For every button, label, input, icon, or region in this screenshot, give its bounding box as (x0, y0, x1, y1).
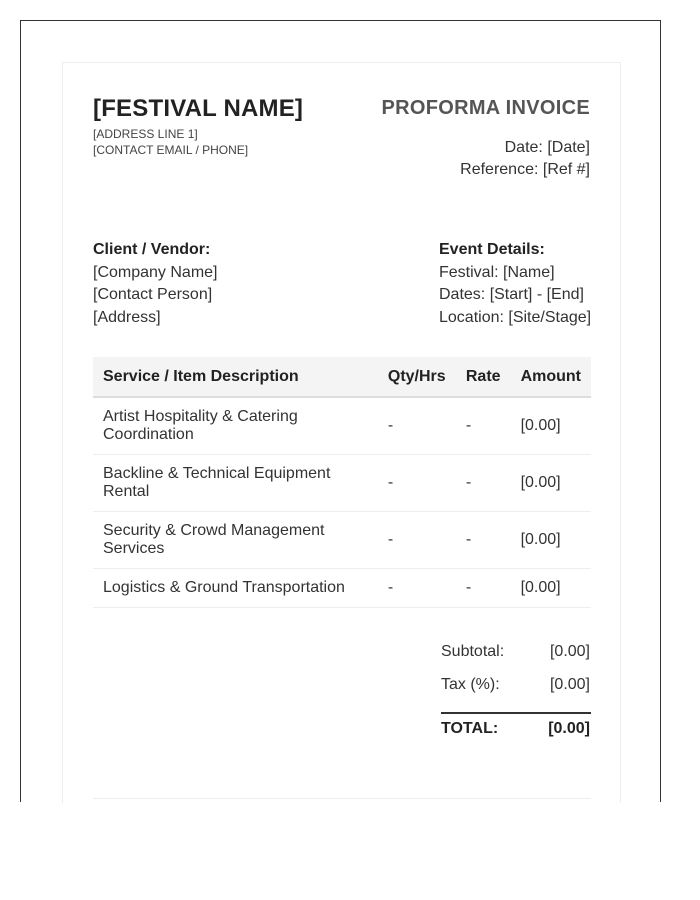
tax-label: Tax (%): (441, 676, 500, 693)
row-amount: [0.00] (511, 455, 591, 512)
client-company: [Company Name] (93, 263, 218, 281)
row-description (93, 569, 378, 608)
event-dates: Dates: [Start] - [End] (439, 286, 584, 303)
invoice-reference: Reference: [Ref #] (460, 161, 590, 178)
row-description (93, 512, 378, 569)
company-name: [FESTIVAL NAME] (93, 95, 304, 122)
column-header-amount: Amount (511, 357, 591, 397)
row-amount: [0.00] (511, 397, 591, 455)
table-row (93, 569, 591, 608)
invoice-title: PROFORMA INVOICE (381, 97, 590, 119)
column-header-description: Service / Item Description (93, 357, 378, 397)
client-block (93, 239, 218, 329)
row-qty: - (378, 455, 456, 512)
total-divider (441, 712, 591, 714)
total-label: TOTAL: (441, 720, 499, 737)
client-contact: [Contact Person] (93, 286, 213, 303)
row-amount: [0.00] (511, 569, 591, 608)
page-frame (20, 20, 661, 802)
row-description-text: Logistics & Ground Transportation (103, 579, 345, 596)
invoice-sheet (62, 62, 621, 803)
company-address: [ADDRESS LINE 1] (93, 127, 198, 141)
row-description-text: Backline & Technical Equipment Rental (103, 465, 331, 500)
client-address: [Address] (93, 308, 161, 326)
column-header-qty: Qty/Hrs (378, 357, 456, 397)
table-row (93, 455, 591, 512)
subtotal-value: [0.00] (549, 643, 590, 660)
event-block (439, 239, 591, 329)
row-description (93, 455, 378, 512)
row-description-text: Security & Crowd Management Services (103, 522, 325, 557)
event-festival: Festival: [Name] (439, 263, 555, 281)
footer-divider (93, 798, 591, 799)
items-table (93, 357, 591, 608)
row-qty: - (378, 397, 456, 455)
table-row (93, 397, 591, 455)
row-qty: - (378, 512, 456, 569)
row-amount: [0.00] (511, 512, 591, 569)
table-row (93, 512, 591, 569)
total-value: [0.00] (548, 720, 590, 737)
row-qty: - (378, 569, 456, 608)
row-rate: - (456, 512, 511, 569)
company-contact: [CONTACT EMAIL / PHONE] (93, 143, 249, 157)
client-heading: Client / Vendor: (93, 241, 211, 258)
event-location: Location: [Site/Stage] (439, 308, 592, 326)
subtotal-label: Subtotal: (441, 643, 505, 660)
invoice-date: Date: [Date] (504, 139, 590, 156)
tax-value: [0.00] (549, 676, 590, 693)
row-rate: - (456, 569, 511, 608)
row-description-text: Artist Hospitality & Catering Coordination (103, 408, 298, 443)
row-description (93, 397, 378, 455)
event-heading: Event Details: (439, 241, 545, 258)
row-rate: - (456, 397, 511, 455)
column-header-rate: Rate (456, 357, 511, 397)
row-rate: - (456, 455, 511, 512)
table-header-row (93, 357, 591, 397)
